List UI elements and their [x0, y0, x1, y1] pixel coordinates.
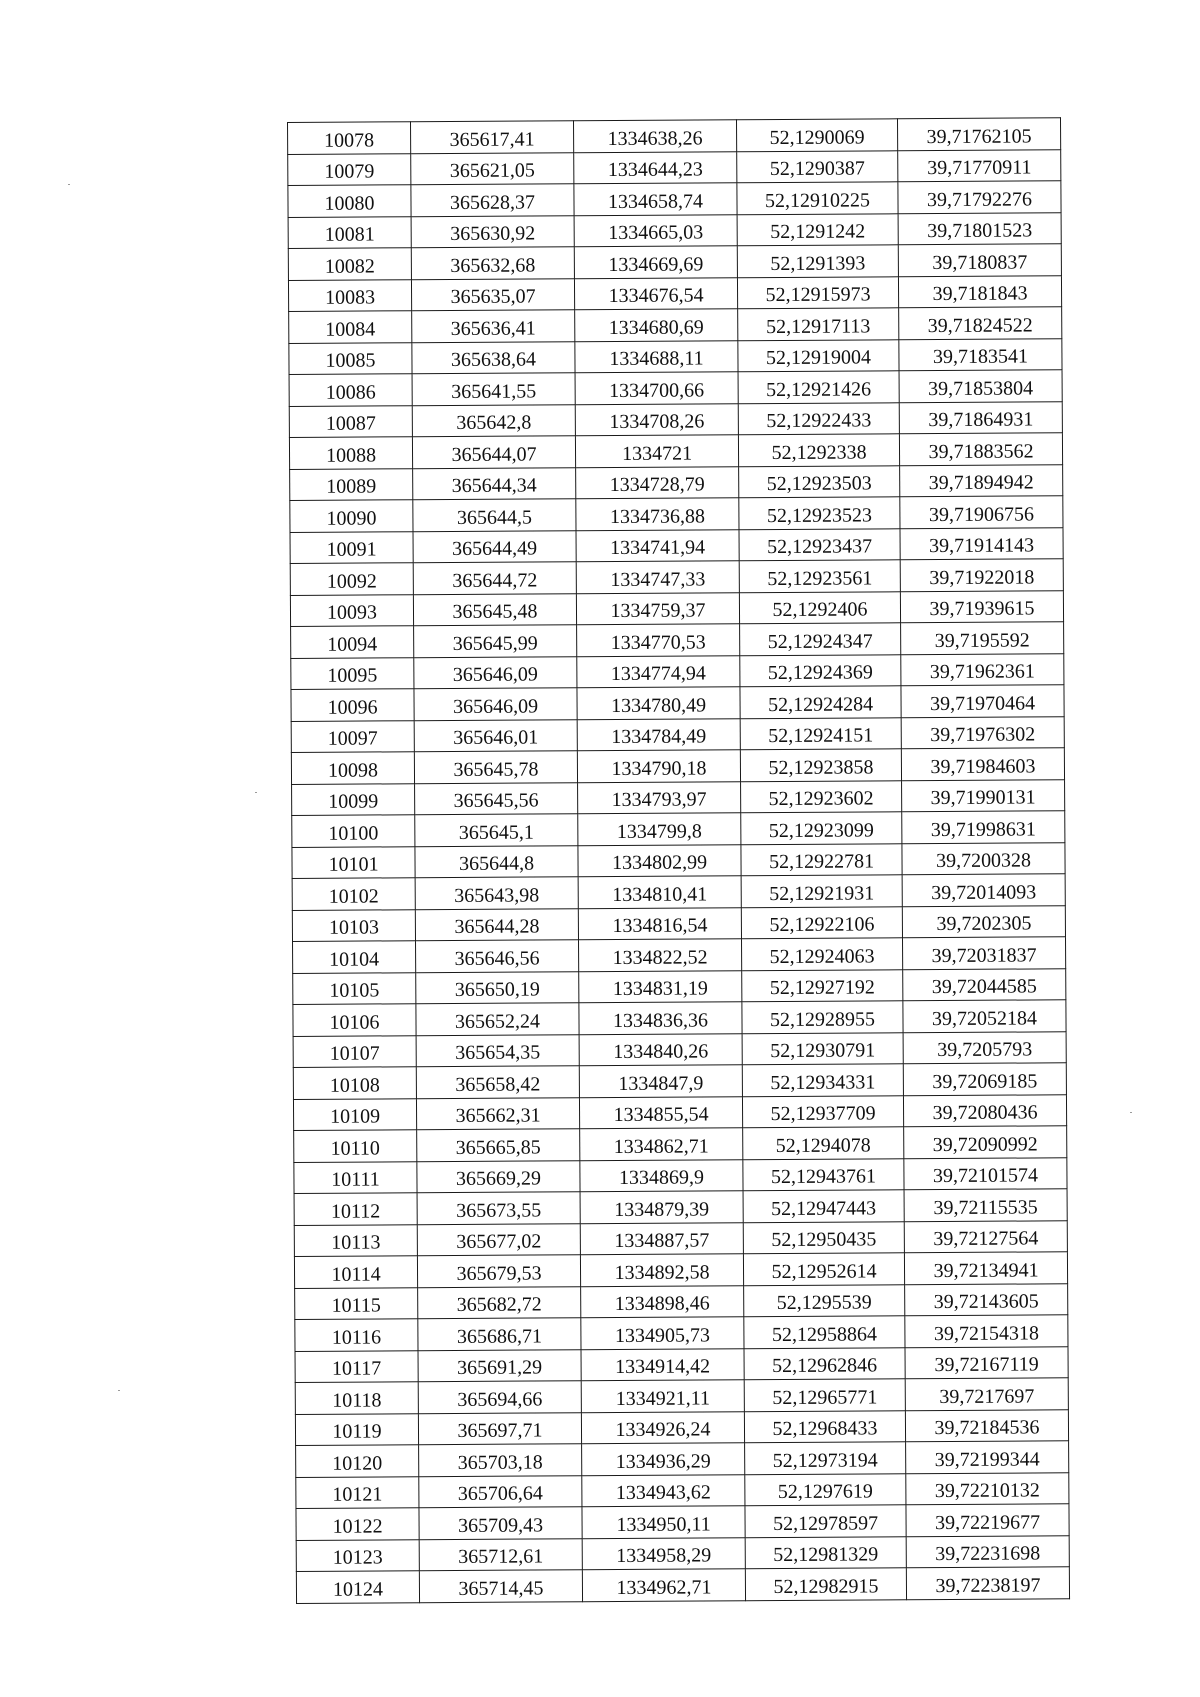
- y-coordinate-cell: 1334905,73: [581, 1317, 744, 1349]
- table-row: [296, 1567, 1069, 1603]
- table-row: [288, 244, 1061, 280]
- longitude-cell: 39,71962361: [901, 653, 1064, 685]
- point-number-cell: 10103: [292, 909, 415, 941]
- longitude-cell: 39,71864931: [899, 401, 1062, 433]
- y-coordinate-cell: 1334644,23: [574, 151, 737, 183]
- table-row: [296, 1504, 1069, 1540]
- x-coordinate-cell: 365630,92: [411, 215, 574, 247]
- y-coordinate-cell: 1334780,49: [577, 687, 740, 719]
- y-coordinate-cell: 1334921,11: [581, 1380, 744, 1412]
- point-number-cell: 10114: [294, 1256, 417, 1288]
- point-number-cell: 10090: [290, 500, 413, 532]
- point-number-cell: 10099: [292, 783, 415, 815]
- latitude-cell: 52,12910225: [737, 182, 898, 214]
- latitude-cell: 52,12923523: [739, 497, 900, 529]
- latitude-cell: 52,12919004: [738, 339, 899, 371]
- y-coordinate-cell: 1334879,39: [580, 1191, 743, 1223]
- table-row: [293, 1063, 1066, 1099]
- point-number-cell: 10083: [288, 279, 411, 311]
- x-coordinate-cell: 365686,71: [418, 1318, 581, 1350]
- x-coordinate-cell: 365694,66: [418, 1381, 581, 1413]
- point-number-cell: 10120: [296, 1445, 419, 1477]
- y-coordinate-cell: 1334943,62: [582, 1474, 745, 1506]
- latitude-cell: 52,12982915: [745, 1568, 906, 1600]
- longitude-cell: 39,72154318: [905, 1315, 1068, 1347]
- y-coordinate-cell: 1334926,24: [581, 1411, 744, 1443]
- y-coordinate-cell: 1334790,18: [577, 750, 740, 782]
- point-number-cell: 10122: [296, 1508, 419, 1540]
- table-row: [290, 464, 1063, 500]
- table-row: [294, 1189, 1067, 1225]
- longitude-cell: 39,72143605: [905, 1283, 1068, 1315]
- point-number-cell: 10089: [290, 468, 413, 500]
- x-coordinate-cell: 365691,29: [418, 1349, 581, 1381]
- point-number-cell: 10113: [294, 1224, 417, 1256]
- latitude-cell: 52,12965771: [744, 1379, 905, 1411]
- table-row: [291, 622, 1064, 658]
- longitude-cell: 39,7205793: [903, 1031, 1066, 1063]
- y-coordinate-cell: 1334665,03: [574, 214, 737, 246]
- table-row: [292, 874, 1065, 910]
- table-row: [295, 1346, 1068, 1382]
- y-coordinate-cell: 1334770,53: [577, 624, 740, 656]
- longitude-cell: 39,72199344: [906, 1441, 1069, 1473]
- x-coordinate-cell: 365697,71: [418, 1412, 581, 1444]
- x-coordinate-cell: 365658,42: [416, 1066, 579, 1098]
- y-coordinate-cell: 1334855,54: [579, 1096, 742, 1128]
- latitude-cell: 52,12937709: [742, 1095, 903, 1127]
- y-coordinate-cell: 1334747,33: [576, 561, 739, 593]
- y-coordinate-cell: 1334793,97: [578, 781, 741, 813]
- table-row: [289, 307, 1062, 343]
- x-coordinate-cell: 365706,64: [419, 1475, 582, 1507]
- longitude-cell: 39,71914143: [900, 527, 1063, 559]
- longitude-cell: 39,72101574: [904, 1157, 1067, 1189]
- longitude-cell: 39,72069185: [903, 1063, 1066, 1095]
- point-number-cell: 10086: [289, 374, 412, 406]
- point-number-cell: 10084: [289, 311, 412, 343]
- latitude-cell: 52,1290387: [737, 150, 898, 182]
- x-coordinate-cell: 365636,41: [412, 310, 575, 342]
- x-coordinate-cell: 365709,43: [419, 1507, 582, 1539]
- x-coordinate-cell: 365621,05: [411, 152, 574, 184]
- y-coordinate-cell: 1334736,88: [576, 498, 739, 530]
- x-coordinate-cell: 365635,07: [411, 278, 574, 310]
- longitude-cell: 39,7181843: [898, 275, 1061, 307]
- table-row: [289, 370, 1062, 406]
- point-number-cell: 10121: [296, 1476, 419, 1508]
- x-coordinate-cell: 365645,48: [413, 593, 576, 625]
- x-coordinate-cell: 365673,55: [417, 1192, 580, 1224]
- x-coordinate-cell: 365644,72: [413, 562, 576, 594]
- longitude-cell: 39,71801523: [898, 212, 1061, 244]
- y-coordinate-cell: 1334958,29: [582, 1537, 745, 1569]
- longitude-cell: 39,72219677: [906, 1504, 1069, 1536]
- x-coordinate-cell: 365644,8: [415, 845, 578, 877]
- latitude-cell: 52,12952614: [743, 1253, 904, 1285]
- longitude-cell: 39,72210132: [906, 1472, 1069, 1504]
- point-number-cell: 10109: [293, 1098, 416, 1130]
- x-coordinate-cell: 365617,41: [411, 121, 574, 153]
- point-number-cell: 10085: [289, 342, 412, 374]
- latitude-cell: 52,12947443: [743, 1190, 904, 1222]
- table-row: [295, 1315, 1068, 1351]
- longitude-cell: 39,71976302: [901, 716, 1064, 748]
- x-coordinate-cell: 365638,64: [412, 341, 575, 373]
- latitude-cell: 52,12924151: [740, 717, 901, 749]
- table-row: [294, 1252, 1067, 1288]
- latitude-cell: 52,1291242: [737, 213, 898, 245]
- longitude-cell: 39,72115535: [904, 1189, 1067, 1221]
- latitude-cell: 52,12973194: [745, 1442, 906, 1474]
- latitude-cell: 52,12924284: [740, 686, 901, 718]
- point-number-cell: 10108: [293, 1067, 416, 1099]
- table-row: [290, 496, 1063, 532]
- table-row: [292, 842, 1065, 878]
- x-coordinate-cell: 365677,02: [417, 1223, 580, 1255]
- y-coordinate-cell: 1334892,58: [580, 1254, 743, 1286]
- y-coordinate-cell: 1334680,69: [575, 309, 738, 341]
- x-coordinate-cell: 365662,31: [416, 1097, 579, 1129]
- y-coordinate-cell: 1334741,94: [576, 529, 739, 561]
- x-coordinate-cell: 365714,45: [419, 1570, 582, 1602]
- longitude-cell: 39,72134941: [904, 1252, 1067, 1284]
- point-number-cell: 10092: [290, 563, 413, 595]
- y-coordinate-cell: 1334676,54: [574, 277, 737, 309]
- y-coordinate-cell: 1334840,26: [579, 1033, 742, 1065]
- x-coordinate-cell: 365679,53: [417, 1255, 580, 1287]
- y-coordinate-cell: 1334669,69: [574, 246, 737, 278]
- longitude-cell: 39,71970464: [901, 685, 1064, 717]
- table-row: [294, 1126, 1067, 1162]
- table-row: [288, 118, 1061, 154]
- table-row: [295, 1378, 1068, 1414]
- longitude-cell: 39,71883562: [899, 433, 1062, 465]
- latitude-cell: 52,12922106: [741, 906, 902, 938]
- point-number-cell: 10080: [288, 185, 411, 217]
- latitude-cell: 52,12921931: [741, 875, 902, 907]
- table-row: [288, 181, 1061, 217]
- y-coordinate-cell: 1334802,99: [578, 844, 741, 876]
- latitude-cell: 52,12917113: [738, 308, 899, 340]
- longitude-cell: 39,72014093: [902, 874, 1065, 906]
- scan-speck: [118, 1390, 120, 1391]
- longitude-cell: 39,71998631: [902, 811, 1065, 843]
- y-coordinate-cell: 1334869,9: [580, 1159, 743, 1191]
- latitude-cell: 52,12930791: [742, 1032, 903, 1064]
- point-number-cell: 10117: [295, 1350, 418, 1382]
- point-number-cell: 10104: [293, 941, 416, 973]
- x-coordinate-cell: 365703,18: [419, 1444, 582, 1476]
- point-number-cell: 10110: [294, 1130, 417, 1162]
- longitude-cell: 39,72052184: [903, 1000, 1066, 1032]
- x-coordinate-cell: 365646,01: [414, 719, 577, 751]
- y-coordinate-cell: 1334721: [575, 435, 738, 467]
- point-number-cell: 10116: [295, 1319, 418, 1351]
- longitude-cell: 39,71853804: [899, 370, 1062, 402]
- x-coordinate-cell: 365644,34: [413, 467, 576, 499]
- table-row: [288, 275, 1061, 311]
- table-row: [291, 748, 1064, 784]
- y-coordinate-cell: 1334708,26: [575, 403, 738, 435]
- y-coordinate-cell: 1334810,41: [578, 876, 741, 908]
- x-coordinate-cell: 365654,35: [416, 1034, 579, 1066]
- latitude-cell: 52,12950435: [743, 1221, 904, 1253]
- x-coordinate-cell: 365641,55: [412, 373, 575, 405]
- point-number-cell: 10095: [291, 657, 414, 689]
- point-number-cell: 10118: [295, 1382, 418, 1414]
- point-number-cell: 10123: [296, 1539, 419, 1571]
- table-row: [293, 1031, 1066, 1067]
- point-number-cell: 10081: [288, 216, 411, 248]
- x-coordinate-cell: 365644,07: [412, 436, 575, 468]
- latitude-cell: 52,1290069: [736, 119, 897, 151]
- table-row: [293, 1000, 1066, 1036]
- latitude-cell: 52,12924063: [741, 938, 902, 970]
- x-coordinate-cell: 365644,28: [415, 908, 578, 940]
- latitude-cell: 52,12958864: [744, 1316, 905, 1348]
- y-coordinate-cell: 1334962,71: [582, 1569, 745, 1601]
- point-number-cell: 10107: [293, 1035, 416, 1067]
- point-number-cell: 10100: [292, 815, 415, 847]
- longitude-cell: 39,71762105: [897, 118, 1060, 150]
- y-coordinate-cell: 1334816,54: [578, 907, 741, 939]
- y-coordinate-cell: 1334914,42: [581, 1348, 744, 1380]
- y-coordinate-cell: 1334936,29: [582, 1443, 745, 1475]
- latitude-cell: 52,12923602: [741, 780, 902, 812]
- y-coordinate-cell: 1334774,94: [577, 655, 740, 687]
- point-number-cell: 10079: [288, 153, 411, 185]
- y-coordinate-cell: 1334658,74: [574, 183, 737, 215]
- latitude-cell: 52,12962846: [744, 1347, 905, 1379]
- y-coordinate-cell: 1334950,11: [582, 1506, 745, 1538]
- table-row: [293, 1094, 1066, 1130]
- longitude-cell: 39,71922018: [900, 559, 1063, 591]
- point-number-cell: 10094: [291, 626, 414, 658]
- point-number-cell: 10096: [291, 689, 414, 721]
- latitude-cell: 52,12927192: [742, 969, 903, 1001]
- point-number-cell: 10115: [295, 1287, 418, 1319]
- point-number-cell: 10119: [295, 1413, 418, 1445]
- table-row: [292, 905, 1065, 941]
- scan-speck: [1130, 1112, 1132, 1113]
- x-coordinate-cell: 365645,1: [415, 814, 578, 846]
- latitude-cell: 52,12923858: [740, 749, 901, 781]
- latitude-cell: 52,1295539: [744, 1284, 905, 1316]
- table-row: [292, 811, 1065, 847]
- x-coordinate-cell: 365644,49: [413, 530, 576, 562]
- latitude-cell: 52,1297619: [745, 1473, 906, 1505]
- latitude-cell: 52,12921426: [738, 371, 899, 403]
- longitude-cell: 39,72031837: [902, 937, 1065, 969]
- longitude-cell: 39,71906756: [900, 496, 1063, 528]
- latitude-cell: 52,12923437: [739, 528, 900, 560]
- table-row: [294, 1220, 1067, 1256]
- x-coordinate-cell: 365644,5: [413, 499, 576, 531]
- x-coordinate-cell: 365642,8: [412, 404, 575, 436]
- table-row: [293, 937, 1066, 973]
- x-coordinate-cell: 365712,61: [419, 1538, 582, 1570]
- latitude-cell: 52,12924369: [740, 654, 901, 686]
- x-coordinate-cell: 365632,68: [411, 247, 574, 279]
- longitude-cell: 39,71770911: [898, 149, 1061, 181]
- table-row: [296, 1441, 1069, 1477]
- y-coordinate-cell: 1334700,66: [575, 372, 738, 404]
- longitude-cell: 39,72184536: [905, 1409, 1068, 1441]
- longitude-cell: 39,72167119: [905, 1346, 1068, 1378]
- y-coordinate-cell: 1334822,52: [579, 939, 742, 971]
- x-coordinate-cell: 365646,56: [416, 940, 579, 972]
- point-number-cell: 10106: [293, 1004, 416, 1036]
- point-number-cell: 10087: [289, 405, 412, 437]
- longitude-cell: 39,71894942: [900, 464, 1063, 496]
- scan-speck: [68, 184, 70, 185]
- coordinates-table-body: [288, 118, 1070, 1603]
- longitude-cell: 39,7200328: [902, 842, 1065, 874]
- longitude-cell: 39,7202305: [902, 905, 1065, 937]
- latitude-cell: 52,12922433: [738, 402, 899, 434]
- table-row: [289, 338, 1062, 374]
- y-coordinate-cell: 1334638,26: [573, 120, 736, 152]
- latitude-cell: 52,12978597: [745, 1505, 906, 1537]
- x-coordinate-cell: 365645,78: [414, 751, 577, 783]
- latitude-cell: 52,1294078: [743, 1127, 904, 1159]
- longitude-cell: 39,71939615: [900, 590, 1063, 622]
- longitude-cell: 39,72090992: [904, 1126, 1067, 1158]
- longitude-cell: 39,71990131: [902, 779, 1065, 811]
- longitude-cell: 39,71792276: [898, 181, 1061, 213]
- y-coordinate-cell: 1334862,71: [580, 1128, 743, 1160]
- longitude-cell: 39,71824522: [899, 307, 1062, 339]
- y-coordinate-cell: 1334836,36: [579, 1002, 742, 1034]
- table-row: [289, 433, 1062, 469]
- latitude-cell: 52,12968433: [744, 1410, 905, 1442]
- latitude-cell: 52,12923561: [739, 560, 900, 592]
- y-coordinate-cell: 1334759,37: [576, 592, 739, 624]
- x-coordinate-cell: 365652,24: [416, 1003, 579, 1035]
- table-row: [296, 1472, 1069, 1508]
- point-number-cell: 10091: [290, 531, 413, 563]
- y-coordinate-cell: 1334898,46: [581, 1285, 744, 1317]
- table-row: [296, 1535, 1069, 1571]
- y-coordinate-cell: 1334728,79: [576, 466, 739, 498]
- x-coordinate-cell: 365645,56: [415, 782, 578, 814]
- x-coordinate-cell: 365650,19: [416, 971, 579, 1003]
- y-coordinate-cell: 1334847,9: [579, 1065, 742, 1097]
- coordinates-table: [287, 117, 1070, 1603]
- latitude-cell: 52,12915973: [737, 276, 898, 308]
- x-coordinate-cell: 365643,98: [415, 877, 578, 909]
- table-row: [293, 968, 1066, 1004]
- table-row: [288, 212, 1061, 248]
- table-row: [292, 779, 1065, 815]
- x-coordinate-cell: 365645,99: [414, 625, 577, 657]
- latitude-cell: 52,12934331: [742, 1064, 903, 1096]
- table-row: [289, 401, 1062, 437]
- y-coordinate-cell: 1334799,8: [578, 813, 741, 845]
- point-number-cell: 10082: [288, 248, 411, 280]
- latitude-cell: 52,12981329: [745, 1536, 906, 1568]
- longitude-cell: 39,72044585: [903, 968, 1066, 1000]
- table-row: [295, 1409, 1068, 1445]
- table-row: [291, 653, 1064, 689]
- table-row: [291, 685, 1064, 721]
- longitude-cell: 39,72238197: [906, 1567, 1069, 1599]
- scan-speck: [255, 792, 257, 793]
- x-coordinate-cell: 365646,09: [414, 656, 577, 688]
- latitude-cell: 52,12923099: [741, 812, 902, 844]
- y-coordinate-cell: 1334887,57: [580, 1222, 743, 1254]
- point-number-cell: 10098: [291, 752, 414, 784]
- y-coordinate-cell: 1334831,19: [579, 970, 742, 1002]
- y-coordinate-cell: 1334688,11: [575, 340, 738, 372]
- longitude-cell: 39,72080436: [903, 1094, 1066, 1126]
- latitude-cell: 52,12923503: [739, 465, 900, 497]
- table-row: [290, 559, 1063, 595]
- table-row: [290, 527, 1063, 563]
- point-number-cell: 10078: [288, 122, 411, 154]
- longitude-cell: 39,7217697: [905, 1378, 1068, 1410]
- longitude-cell: 39,7180837: [898, 244, 1061, 276]
- point-number-cell: 10112: [294, 1193, 417, 1225]
- latitude-cell: 52,1292338: [738, 434, 899, 466]
- point-number-cell: 10097: [291, 720, 414, 752]
- latitude-cell: 52,1291393: [737, 245, 898, 277]
- longitude-cell: 39,72231698: [906, 1535, 1069, 1567]
- longitude-cell: 39,7195592: [901, 622, 1064, 654]
- point-number-cell: 10111: [294, 1161, 417, 1193]
- latitude-cell: 52,12924347: [740, 623, 901, 655]
- point-number-cell: 10105: [293, 972, 416, 1004]
- longitude-cell: 39,72127564: [904, 1220, 1067, 1252]
- x-coordinate-cell: 365682,72: [418, 1286, 581, 1318]
- point-number-cell: 10101: [292, 846, 415, 878]
- point-number-cell: 10102: [292, 878, 415, 910]
- x-coordinate-cell: 365628,37: [411, 184, 574, 216]
- point-number-cell: 10088: [289, 437, 412, 469]
- latitude-cell: 52,1292406: [739, 591, 900, 623]
- x-coordinate-cell: 365669,29: [417, 1160, 580, 1192]
- point-number-cell: 10124: [296, 1571, 419, 1603]
- x-coordinate-cell: 365665,85: [417, 1129, 580, 1161]
- y-coordinate-cell: 1334784,49: [577, 718, 740, 750]
- longitude-cell: 39,7183541: [899, 338, 1062, 370]
- table-row: [288, 149, 1061, 185]
- table-row: [291, 716, 1064, 752]
- x-coordinate-cell: 365646,09: [414, 688, 577, 720]
- latitude-cell: 52,12928955: [742, 1001, 903, 1033]
- table-row: [290, 590, 1063, 626]
- longitude-cell: 39,71984603: [901, 748, 1064, 780]
- point-number-cell: 10093: [290, 594, 413, 626]
- table-row: [295, 1283, 1068, 1319]
- table-row: [294, 1157, 1067, 1193]
- latitude-cell: 52,12943761: [743, 1158, 904, 1190]
- latitude-cell: 52,12922781: [741, 843, 902, 875]
